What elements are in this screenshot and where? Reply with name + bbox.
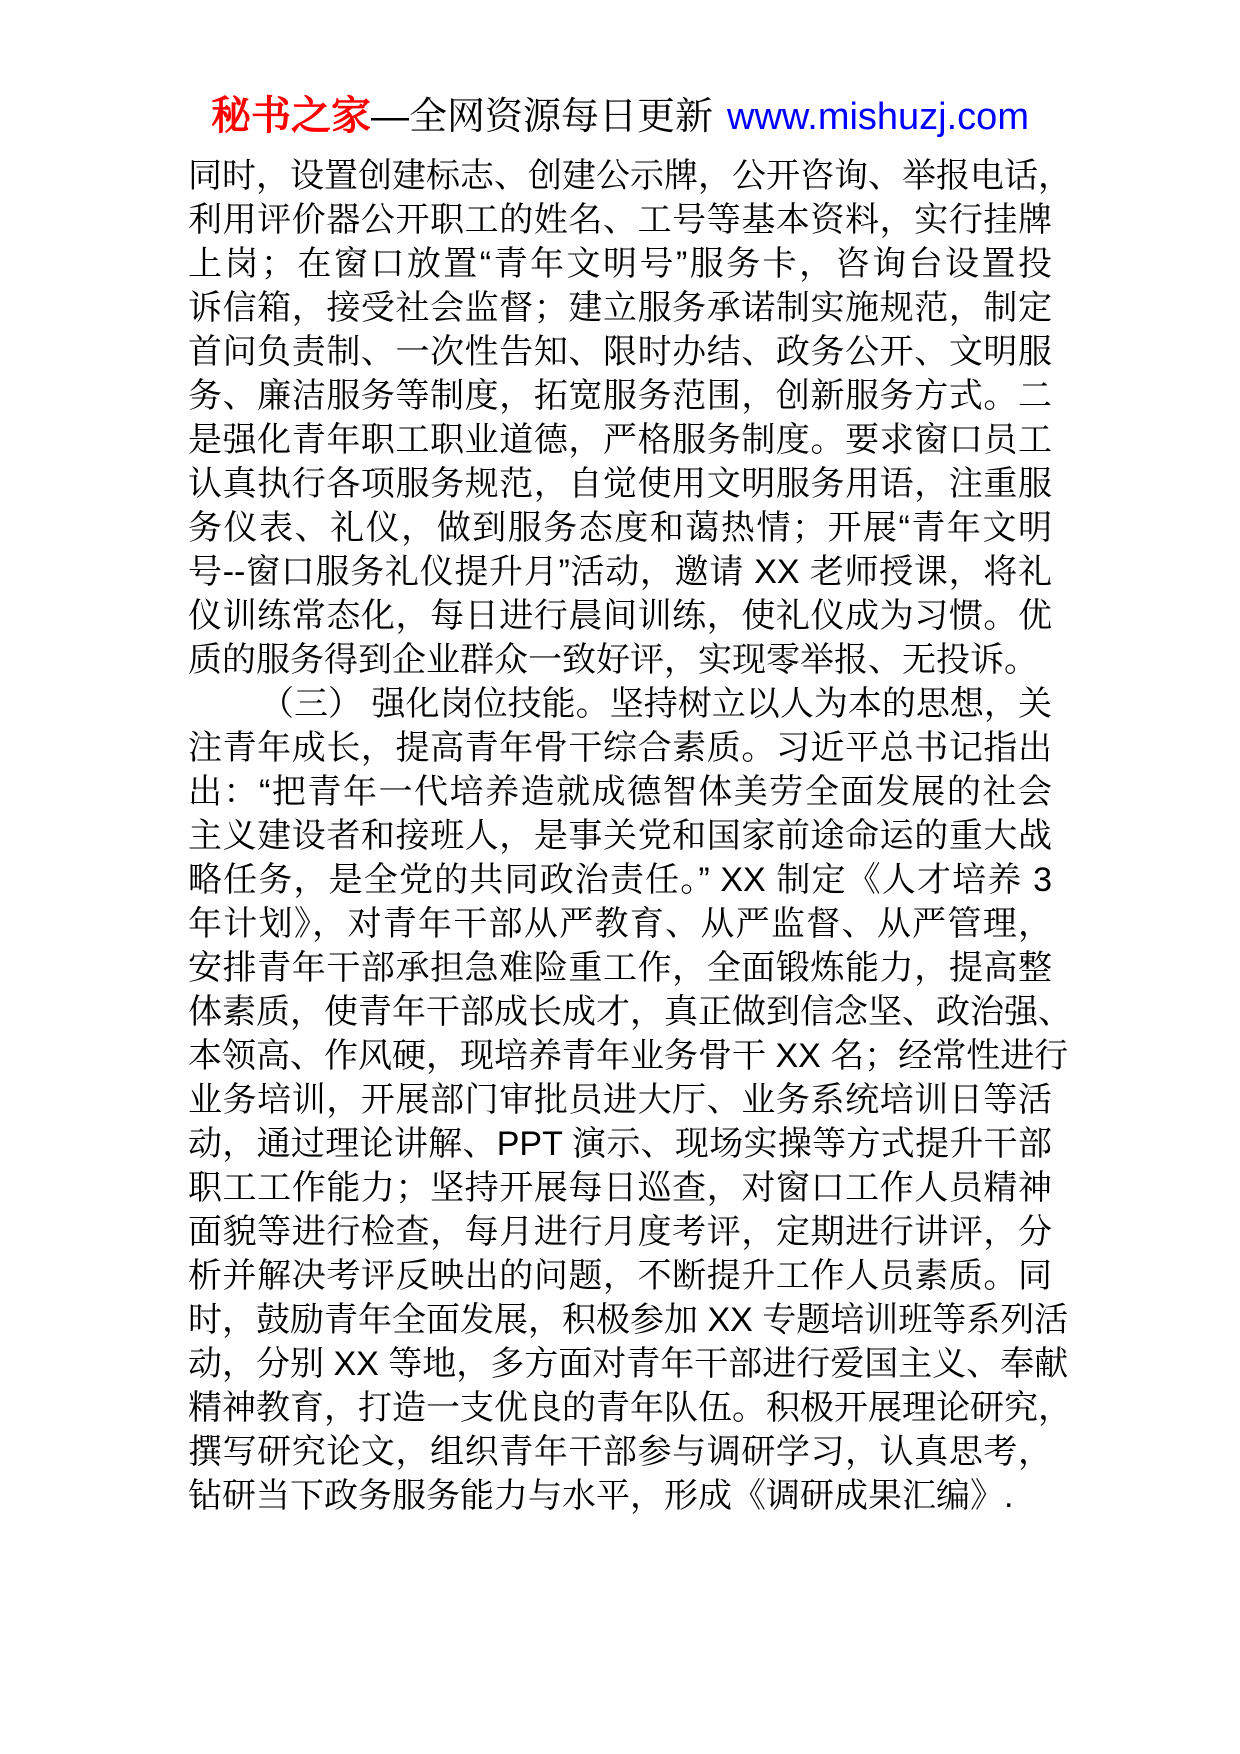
paragraph	[188, 682, 1072, 1518]
text-line: 出：“把青年一代培养造就成德智体美劳全面发展的社会	[188, 773, 1052, 811]
text-line: 本领高、作风硬，现培养青年业务骨干 XX 名；经常性进行	[188, 1037, 1069, 1075]
text-line: 仪训练常态化，每日进行晨间训练，使礼仪成为习惯。优	[188, 597, 1052, 635]
text-line: 上岗；在窗口放置“青年文明号”服务卡，咨询台设置投	[188, 245, 1052, 283]
text-line: 同时，设置创建标志、创建公示牌，公开咨询、举报电话，	[188, 157, 1072, 195]
text-line: 务仪表、礼仪，做到服务态度和蔼热情；开展“青年文明	[188, 509, 1052, 547]
site-header	[0, 92, 1240, 141]
text-line: 诉信箱，接受社会监督；建立服务承诺制实施规范，制定	[188, 289, 1052, 327]
text-line: 动，通过理论讲解、PPT 演示、现场实操等方式提升干部	[188, 1125, 1052, 1163]
text-line: 首问负责制、一次性告知、限时办结、政务公开、文明服	[188, 333, 1052, 371]
text-line: 质的服务得到企业群众一致好评，实现零举报、无投诉。	[188, 641, 1038, 679]
text-line: 动，分别 XX 等地，多方面对青年干部进行爱国主义、奉献	[188, 1345, 1069, 1383]
site-brand: 秘书之家	[211, 94, 372, 138]
site-tagline: —全网资源每日更新	[371, 96, 714, 138]
text-line: 注青年成长，提高青年骨干综合素质。习近平总书记指出	[188, 729, 1052, 767]
text-line: 主义建设者和接班人，是事关党和国家前途命运的重大战	[188, 817, 1052, 855]
text-line: 业务培训，开展部门审批员进大厅、业务系统培训日等活	[188, 1081, 1052, 1119]
text-line: 面貌等进行检查，每月进行月度考评，定期进行讲评，分	[188, 1213, 1052, 1251]
text-line: 钻研当下政务服务能力与水平，形成《调研成果汇编》.	[188, 1477, 1014, 1515]
text-line: 精神教育，打造一支优良的青年队伍。积极开展理论研究，	[188, 1389, 1072, 1427]
document-body	[188, 154, 1072, 1518]
text-line: 撰写研究论文，组织青年干部参与调研学习，认真思考，	[188, 1433, 1052, 1471]
text-line: 务、廉洁服务等制度，拓宽服务范围，创新服务方式。二	[188, 377, 1052, 415]
text-line: 号--窗口服务礼仪提升月”活动，邀请 XX 老师授课，将礼	[188, 553, 1052, 591]
text-line: 利用评价器公开职工的姓名、工号等基本资料，实行挂牌	[188, 201, 1052, 239]
text-line: （三） 强化岗位技能。坚持树立以人为本的思想，关	[260, 685, 1052, 723]
text-line: 略任务，是全党的共同政治责任。” XX 制定《人才培养 3	[188, 861, 1052, 899]
text-line: 职工工作能力；坚持开展每日巡查，对窗口工作人员精神	[188, 1169, 1052, 1207]
text-line: 体素质，使青年干部成长成才，真正做到信念坚、政治强、	[188, 993, 1072, 1031]
paragraph	[188, 154, 1072, 682]
text-line: 是强化青年职工职业道德，严格服务制度。要求窗口员工	[188, 421, 1052, 459]
text-line: 认真执行各项服务规范，自觉使用文明服务用语，注重服	[188, 465, 1052, 503]
site-url-link[interactable]: www.mishuzj.com	[727, 96, 1029, 138]
text-line: 年计划》，对青年干部从严教育、从严监督、从严管理，	[188, 905, 1052, 943]
text-line: 时，鼓励青年全面发展，积极参加 XX 专题培训班等系列活	[188, 1301, 1069, 1339]
text-line: 安排青年干部承担急难险重工作，全面锻炼能力，提高整	[188, 949, 1052, 987]
text-line: 析并解决考评反映出的问题，不断提升工作人员素质。同	[188, 1257, 1052, 1295]
